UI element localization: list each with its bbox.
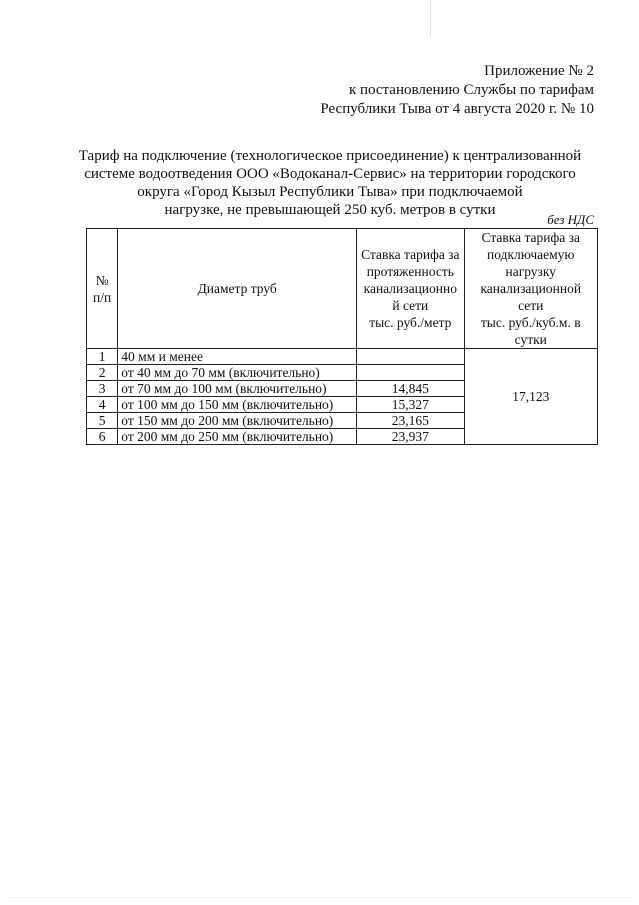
title-line-2: системе водоотведения ООО «Водоканал-Сервис» на территории городского xyxy=(84,166,576,182)
row-length-rate xyxy=(357,365,464,381)
scan-edge-line xyxy=(8,897,631,898)
row-diameter: от 100 мм до 150 мм (включительно) xyxy=(118,397,357,413)
tariff-table xyxy=(86,228,598,445)
row-number: 4 xyxy=(87,397,118,413)
table-row xyxy=(87,349,598,365)
appendix-number: Приложение № 2 xyxy=(484,63,594,79)
row-diameter: от 150 мм до 200 мм (включительно) xyxy=(118,413,357,429)
row-diameter: от 200 мм до 250 мм (включительно) xyxy=(118,429,357,445)
appendix-resolution-date: Республики Тыва от 4 августа 2020 г. № 10 xyxy=(320,101,594,117)
title-line-4: нагрузке, не превышающей 250 куб. метров в сутки xyxy=(164,202,496,218)
row-length-rate: 14,845 xyxy=(357,381,464,397)
row-length-rate xyxy=(357,349,464,365)
header-number: № п/п xyxy=(87,229,118,349)
row-diameter: от 70 мм до 100 мм (включительно) xyxy=(118,381,357,397)
header-length-rate: Ставка тарифа за протяженность канализационно й сети тыс. руб./метр xyxy=(357,229,464,349)
row-length-rate: 23,165 xyxy=(357,413,464,429)
title-line-1: Тариф на подключение (технологическое присоединение) к централизованной xyxy=(78,148,582,164)
load-rate-cell: 17,123 xyxy=(464,349,598,445)
scan-fold-mark xyxy=(430,0,431,36)
row-number: 2 xyxy=(87,365,118,381)
row-number: 6 xyxy=(87,429,118,445)
header-diameter: Диаметр труб xyxy=(118,229,357,349)
document-title xyxy=(70,147,590,219)
header-load-rate: Ставка тарифа за подключаемую нагрузку канализационной сети тыс. руб./куб.м. в сутки xyxy=(464,229,598,349)
row-diameter: 40 мм и менее xyxy=(118,349,357,365)
row-number: 5 xyxy=(87,413,118,429)
row-length-rate: 23,937 xyxy=(357,429,464,445)
appendix-header xyxy=(320,62,594,119)
row-number: 3 xyxy=(87,381,118,397)
title-line-3: округа «Город Кызыл Республики Тыва» при подключаемой xyxy=(137,184,523,200)
appendix-reference: к постановлению Службы по тарифам xyxy=(348,82,594,98)
vat-note: без НДС xyxy=(547,212,594,227)
row-length-rate: 15,327 xyxy=(357,397,464,413)
row-number: 1 xyxy=(87,349,118,365)
table-header-row xyxy=(87,229,598,349)
row-diameter: от 40 мм до 70 мм (включительно) xyxy=(118,365,357,381)
